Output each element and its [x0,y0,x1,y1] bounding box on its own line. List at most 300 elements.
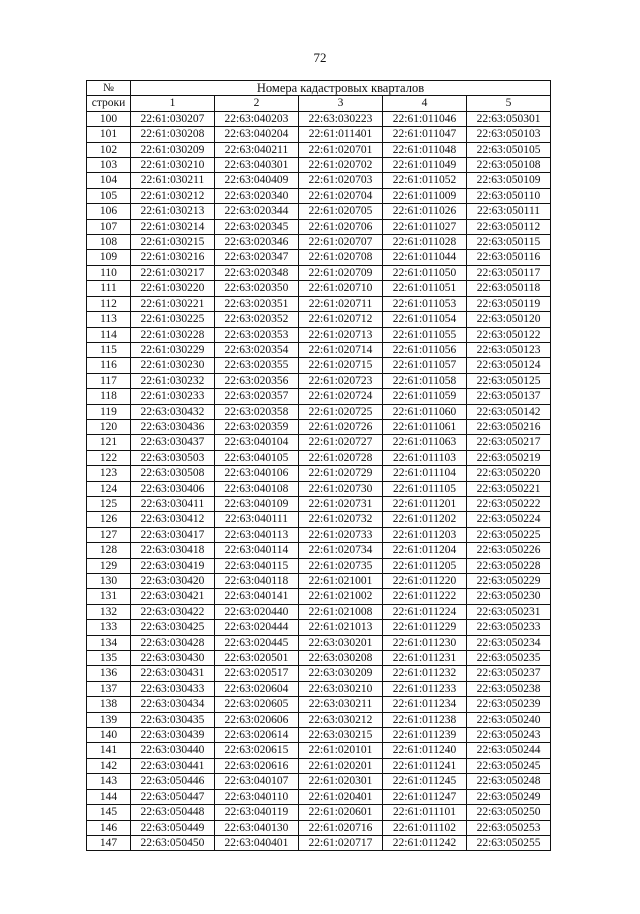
cadastral-number-cell: 22:63:050122 [467,327,551,342]
row-number-cell: 147 [87,835,131,850]
cadastral-number-cell: 22:61:020725 [299,404,383,419]
cadastral-number-cell: 22:61:020301 [299,774,383,789]
cadastral-number-cell: 22:63:050449 [131,820,215,835]
cadastral-number-cell: 22:63:040130 [215,820,299,835]
table-row [87,435,551,450]
row-number-cell: 145 [87,805,131,820]
cadastral-number-cell: 22:61:011052 [383,173,467,188]
cadastral-number-cell: 22:63:050231 [467,604,551,619]
cadastral-number-cell: 22:63:020351 [215,296,299,311]
row-number-cell: 115 [87,342,131,357]
cadastral-number-cell: 22:63:030503 [131,450,215,465]
cadastral-number-cell: 22:63:020354 [215,342,299,357]
cadastral-number-cell: 22:63:030432 [131,404,215,419]
cadastral-number-cell: 22:61:011028 [383,235,467,250]
cadastral-number-cell: 22:61:030230 [131,358,215,373]
cadastral-number-cell: 22:63:050110 [467,188,551,203]
cadastral-number-cell: 22:61:030213 [131,204,215,219]
cadastral-number-cell: 22:63:050112 [467,219,551,234]
cadastral-number-cell: 22:61:011027 [383,219,467,234]
cadastral-number-cell: 22:61:011233 [383,681,467,696]
cadastral-number-cell: 22:61:011061 [383,419,467,434]
row-number-cell: 133 [87,620,131,635]
cadastral-number-cell: 22:61:020717 [299,835,383,850]
cadastral-number-cell: 22:63:020440 [215,604,299,619]
cadastral-number-cell: 22:61:011201 [383,496,467,511]
cadastral-number-cell: 22:63:020345 [215,219,299,234]
row-number-cell: 119 [87,404,131,419]
row-number-cell: 100 [87,111,131,126]
cadastral-number-cell: 22:63:050250 [467,805,551,820]
row-number-cell: 124 [87,481,131,496]
cadastral-number-cell: 22:61:020711 [299,296,383,311]
cadastral-number-cell: 22:63:050109 [467,173,551,188]
row-number-cell: 134 [87,635,131,650]
cadastral-number-cell: 22:61:020730 [299,481,383,496]
cadastral-number-cell: 22:61:011055 [383,327,467,342]
cadastral-number-cell: 22:63:020347 [215,250,299,265]
cadastral-number-cell: 22:63:030420 [131,574,215,589]
cadastral-number-cell: 22:61:020201 [299,758,383,773]
cadastral-number-cell: 22:63:050253 [467,820,551,835]
cadastral-number-cell: 22:61:020731 [299,496,383,511]
row-number-cell: 107 [87,219,131,234]
cadastral-number-cell: 22:63:030411 [131,496,215,511]
cadastral-number-cell: 22:61:021002 [299,589,383,604]
cadastral-number-cell: 22:61:030207 [131,111,215,126]
cadastral-number-cell: 22:63:020353 [215,327,299,342]
table-row [87,604,551,619]
cadastral-number-cell: 22:61:020705 [299,204,383,219]
cadastral-number-cell: 22:63:050108 [467,158,551,173]
row-header: строки [87,96,131,111]
column-header: 2 [215,96,299,111]
cadastral-number-cell: 22:63:030434 [131,697,215,712]
cadastral-number-cell: 22:61:020712 [299,312,383,327]
cadastral-number-cell: 22:63:050239 [467,697,551,712]
row-number-cell: 114 [87,327,131,342]
cadastral-number-cell: 22:63:040114 [215,543,299,558]
cadastral-number-cell: 22:61:011026 [383,204,467,219]
cadastral-number-cell: 22:63:050119 [467,296,551,311]
table-row [87,496,551,511]
cadastral-number-cell: 22:63:020604 [215,681,299,696]
cadastral-number-cell: 22:63:020359 [215,419,299,434]
cadastral-number-cell: 22:61:011232 [383,666,467,681]
table-row [87,712,551,727]
row-number-cell: 103 [87,158,131,173]
row-number-cell: 144 [87,789,131,804]
cadastral-number-cell: 22:63:040104 [215,435,299,450]
table-row [87,697,551,712]
cadastral-number-cell: 22:63:030508 [131,466,215,481]
cadastral-number-cell: 22:63:030431 [131,666,215,681]
cadastral-number-cell: 22:61:030217 [131,265,215,280]
row-number-cell: 138 [87,697,131,712]
row-number-cell: 130 [87,574,131,589]
cadastral-number-cell: 22:61:011057 [383,358,467,373]
cadastral-number-cell: 22:61:011063 [383,435,467,450]
cadastral-number-cell: 22:61:020713 [299,327,383,342]
cadastral-number-cell: 22:61:021008 [299,604,383,619]
cadastral-number-cell: 22:63:050255 [467,835,551,850]
row-number-cell: 106 [87,204,131,219]
cadastral-number-cell: 22:61:020734 [299,543,383,558]
row-number-cell: 108 [87,235,131,250]
cadastral-number-cell: 22:61:021013 [299,620,383,635]
row-number-cell: 129 [87,558,131,573]
cadastral-number-cell: 22:63:050142 [467,404,551,419]
cadastral-number-cell: 22:61:020708 [299,250,383,265]
row-number-cell: 142 [87,758,131,773]
cadastral-number-cell: 22:61:011050 [383,265,467,280]
cadastral-number-cell: 22:61:030214 [131,219,215,234]
cadastral-number-cell: 22:61:011046 [383,111,467,126]
table-row [87,419,551,434]
table-row [87,111,551,126]
cadastral-number-cell: 22:63:040109 [215,496,299,511]
cadastral-number-cell: 22:63:020346 [215,235,299,250]
cadastral-number-cell: 22:61:011058 [383,373,467,388]
cadastral-number-cell: 22:63:040113 [215,527,299,542]
table-row [87,527,551,542]
cadastral-number-cell: 22:61:011231 [383,651,467,666]
cadastral-number-cell: 22:63:020352 [215,312,299,327]
table-row [87,127,551,142]
cadastral-number-cell: 22:63:030439 [131,728,215,743]
cadastral-number-cell: 22:63:050221 [467,481,551,496]
cadastral-number-cell: 22:61:020723 [299,373,383,388]
table-row [87,188,551,203]
cadastral-number-cell: 22:63:030201 [299,635,383,650]
cadastral-table [86,80,551,851]
row-number-cell: 143 [87,774,131,789]
row-number-cell: 123 [87,466,131,481]
cadastral-number-cell: 22:61:020729 [299,466,383,481]
table-row [87,296,551,311]
cadastral-number-cell: 22:61:030221 [131,296,215,311]
cadastral-number-cell: 22:63:050216 [467,419,551,434]
cadastral-number-cell: 22:63:040204 [215,127,299,142]
cadastral-number-cell: 22:61:020728 [299,450,383,465]
cadastral-number-cell: 22:63:050229 [467,574,551,589]
cadastral-number-cell: 22:63:020358 [215,404,299,419]
cadastral-number-cell: 22:63:030430 [131,651,215,666]
row-number-cell: 120 [87,419,131,434]
cadastral-number-cell: 22:63:020355 [215,358,299,373]
row-number-cell: 131 [87,589,131,604]
cadastral-number-cell: 22:61:011056 [383,342,467,357]
cadastral-number-cell: 22:63:050224 [467,512,551,527]
cadastral-number-cell: 22:61:020709 [299,265,383,280]
cadastral-number-cell: 22:61:020601 [299,805,383,820]
cadastral-number-cell: 22:63:050447 [131,789,215,804]
cadastral-number-cell: 22:61:020735 [299,558,383,573]
cadastral-number-cell: 22:61:011247 [383,789,467,804]
cadastral-number-cell: 22:61:020701 [299,142,383,157]
cadastral-number-cell: 22:61:011051 [383,281,467,296]
cadastral-number-cell: 22:61:011203 [383,527,467,542]
row-number-cell: 126 [87,512,131,527]
cadastral-number-cell: 22:61:020726 [299,419,383,434]
cadastral-number-cell: 22:63:030212 [299,712,383,727]
cadastral-number-cell: 22:63:050123 [467,342,551,357]
table-row [87,543,551,558]
table-row [87,358,551,373]
cadastral-number-cell: 22:61:030225 [131,312,215,327]
cadastral-number-cell: 22:61:030208 [131,127,215,142]
cadastral-number-cell: 22:63:040110 [215,789,299,804]
cadastral-number-cell: 22:63:050234 [467,635,551,650]
cadastral-number-cell: 22:61:020733 [299,527,383,542]
cadastral-number-cell: 22:63:030215 [299,728,383,743]
cadastral-number-cell: 22:61:030209 [131,142,215,157]
cadastral-number-cell: 22:63:050237 [467,666,551,681]
row-number-cell: 113 [87,312,131,327]
cadastral-number-cell: 22:61:011224 [383,604,467,619]
cadastral-number-cell: 22:63:030436 [131,419,215,434]
cadastral-number-cell: 22:63:030211 [299,697,383,712]
cadastral-number-cell: 22:63:030209 [299,666,383,681]
header-row-1 [87,81,551,96]
cadastral-number-cell: 22:63:050233 [467,620,551,635]
num-header: № [87,81,131,96]
cadastral-number-cell: 22:61:020401 [299,789,383,804]
cadastral-number-cell: 22:61:020716 [299,820,383,835]
cadastral-number-cell: 22:63:040409 [215,173,299,188]
cadastral-number-cell: 22:61:011245 [383,774,467,789]
row-number-cell: 132 [87,604,131,619]
cadastral-number-cell: 22:61:030220 [131,281,215,296]
table-row [87,389,551,404]
cadastral-number-cell: 22:61:020706 [299,219,383,234]
cadastral-number-cell: 22:61:011103 [383,450,467,465]
row-number-cell: 141 [87,743,131,758]
cadastral-number-cell: 22:63:030428 [131,635,215,650]
cadastral-number-cell: 22:63:020357 [215,389,299,404]
cadastral-number-cell: 22:63:020340 [215,188,299,203]
cadastral-number-cell: 22:61:011059 [383,389,467,404]
cadastral-number-cell: 22:63:050225 [467,527,551,542]
row-number-cell: 140 [87,728,131,743]
row-number-cell: 139 [87,712,131,727]
header-row-2 [87,96,551,111]
cadastral-number-cell: 22:63:020615 [215,743,299,758]
table-row [87,558,551,573]
cadastral-number-cell: 22:61:011102 [383,820,467,835]
table-row [87,142,551,157]
cadastral-number-cell: 22:61:020724 [299,389,383,404]
table-row [87,574,551,589]
cadastral-number-cell: 22:61:020703 [299,173,383,188]
cadastral-number-cell: 22:63:020605 [215,697,299,712]
cadastral-number-cell: 22:63:050243 [467,728,551,743]
cadastral-number-cell: 22:61:021001 [299,574,383,589]
cadastral-number-cell: 22:63:050125 [467,373,551,388]
cadastral-number-cell: 22:63:020356 [215,373,299,388]
cadastral-number-cell: 22:63:020445 [215,635,299,650]
cadastral-number-cell: 22:63:040107 [215,774,299,789]
table-row [87,250,551,265]
cadastral-number-cell: 22:63:030440 [131,743,215,758]
cadastral-number-cell: 22:63:040115 [215,558,299,573]
cadastral-number-cell: 22:63:050235 [467,651,551,666]
cadastral-number-cell: 22:61:011401 [299,127,383,142]
row-number-cell: 109 [87,250,131,265]
row-number-cell: 104 [87,173,131,188]
cadastral-number-cell: 22:61:011060 [383,404,467,419]
cadastral-number-cell: 22:63:040211 [215,142,299,157]
cadastral-number-cell: 22:63:050219 [467,450,551,465]
cadastral-number-cell: 22:63:040105 [215,450,299,465]
table-row [87,265,551,280]
row-number-cell: 117 [87,373,131,388]
cadastral-number-cell: 22:61:011101 [383,805,467,820]
cadastral-number-cell: 22:63:050249 [467,789,551,804]
cadastral-number-cell: 22:63:050301 [467,111,551,126]
cadastral-number-cell: 22:63:050222 [467,496,551,511]
table-row [87,512,551,527]
group-header: Номера кадастровых кварталов [131,81,551,96]
cadastral-number-cell: 22:61:011238 [383,712,467,727]
cadastral-number-cell: 22:63:030425 [131,620,215,635]
cadastral-number-cell: 22:63:050117 [467,265,551,280]
row-number-cell: 105 [87,188,131,203]
column-header: 3 [299,96,383,111]
cadastral-number-cell: 22:61:020101 [299,743,383,758]
cadastral-number-cell: 22:61:030233 [131,389,215,404]
cadastral-number-cell: 22:63:030418 [131,543,215,558]
cadastral-number-cell: 22:63:030208 [299,651,383,666]
cadastral-number-cell: 22:63:050115 [467,235,551,250]
cadastral-number-cell: 22:63:020344 [215,204,299,219]
table-row [87,743,551,758]
cadastral-number-cell: 22:61:011049 [383,158,467,173]
row-number-cell: 122 [87,450,131,465]
table-row [87,651,551,666]
cadastral-number-cell: 22:63:020614 [215,728,299,743]
cadastral-number-cell: 22:63:050450 [131,835,215,850]
table-row [87,281,551,296]
cadastral-number-cell: 22:61:011222 [383,589,467,604]
table-row [87,327,551,342]
cadastral-number-cell: 22:63:050244 [467,743,551,758]
cadastral-number-cell: 22:63:040108 [215,481,299,496]
cadastral-number-cell: 22:63:050240 [467,712,551,727]
cadastral-number-cell: 22:63:050111 [467,204,551,219]
cadastral-number-cell: 22:63:040301 [215,158,299,173]
cadastral-number-cell: 22:63:030437 [131,435,215,450]
cadastral-number-cell: 22:63:030210 [299,681,383,696]
cadastral-number-cell: 22:61:020727 [299,435,383,450]
cadastral-number-cell: 22:61:030229 [131,342,215,357]
cadastral-number-cell: 22:61:011230 [383,635,467,650]
cadastral-number-cell: 22:63:050118 [467,281,551,296]
cadastral-number-cell: 22:61:030232 [131,373,215,388]
column-header: 4 [383,96,467,111]
cadastral-number-cell: 22:63:050230 [467,589,551,604]
cadastral-number-cell: 22:61:020714 [299,342,383,357]
cadastral-number-cell: 22:63:040118 [215,574,299,589]
table-row [87,342,551,357]
cadastral-number-cell: 22:61:011239 [383,728,467,743]
cadastral-number-cell: 22:61:011240 [383,743,467,758]
table-row [87,158,551,173]
cadastral-number-cell: 22:63:020348 [215,265,299,280]
table-row [87,481,551,496]
cadastral-number-cell: 22:61:011009 [383,188,467,203]
cadastral-number-cell: 22:63:050446 [131,774,215,789]
cadastral-number-cell: 22:63:050137 [467,389,551,404]
cadastral-number-cell: 22:61:011242 [383,835,467,850]
row-number-cell: 135 [87,651,131,666]
table-row [87,219,551,234]
cadastral-number-cell: 22:61:011105 [383,481,467,496]
column-header: 5 [467,96,551,111]
cadastral-number-cell: 22:63:050103 [467,127,551,142]
cadastral-number-cell: 22:63:050238 [467,681,551,696]
table-row [87,681,551,696]
table-row [87,589,551,604]
table-row [87,235,551,250]
cadastral-number-cell: 22:61:020715 [299,358,383,373]
row-number-cell: 146 [87,820,131,835]
cadastral-number-cell: 22:61:020710 [299,281,383,296]
cadastral-number-cell: 22:63:050245 [467,758,551,773]
row-number-cell: 101 [87,127,131,142]
table-row [87,312,551,327]
cadastral-number-cell: 22:63:050226 [467,543,551,558]
table-row [87,666,551,681]
table-row [87,620,551,635]
cadastral-number-cell: 22:61:020702 [299,158,383,173]
cadastral-number-cell: 22:61:030228 [131,327,215,342]
page-number: 72 [313,50,327,65]
table-row [87,728,551,743]
cadastral-number-cell: 22:63:050248 [467,774,551,789]
table-row [87,789,551,804]
table-row [87,466,551,481]
column-header: 1 [131,96,215,111]
table-row [87,173,551,188]
cadastral-number-cell: 22:63:020501 [215,651,299,666]
cadastral-number-cell: 22:63:040401 [215,835,299,850]
cadastral-number-cell: 22:63:020616 [215,758,299,773]
row-number-cell: 128 [87,543,131,558]
cadastral-number-cell: 22:63:050220 [467,466,551,481]
cadastral-number-cell: 22:63:050228 [467,558,551,573]
table-row [87,373,551,388]
cadastral-number-cell: 22:63:050120 [467,312,551,327]
cadastral-number-cell: 22:63:040106 [215,466,299,481]
cadastral-number-cell: 22:61:011044 [383,250,467,265]
cadastral-number-cell: 22:63:040141 [215,589,299,604]
cadastral-number-cell: 22:63:020517 [215,666,299,681]
row-number-cell: 125 [87,496,131,511]
table-row [87,805,551,820]
row-number-cell: 137 [87,681,131,696]
cadastral-number-cell: 22:63:030419 [131,558,215,573]
cadastral-number-cell: 22:61:020732 [299,512,383,527]
cadastral-number-cell: 22:63:040203 [215,111,299,126]
cadastral-number-cell: 22:63:020606 [215,712,299,727]
table-row [87,774,551,789]
cadastral-number-cell: 22:61:011204 [383,543,467,558]
cadastral-number-cell: 22:61:030210 [131,158,215,173]
cadastral-number-cell: 22:63:050105 [467,142,551,157]
cadastral-number-cell: 22:63:050448 [131,805,215,820]
cadastral-number-cell: 22:63:050116 [467,250,551,265]
